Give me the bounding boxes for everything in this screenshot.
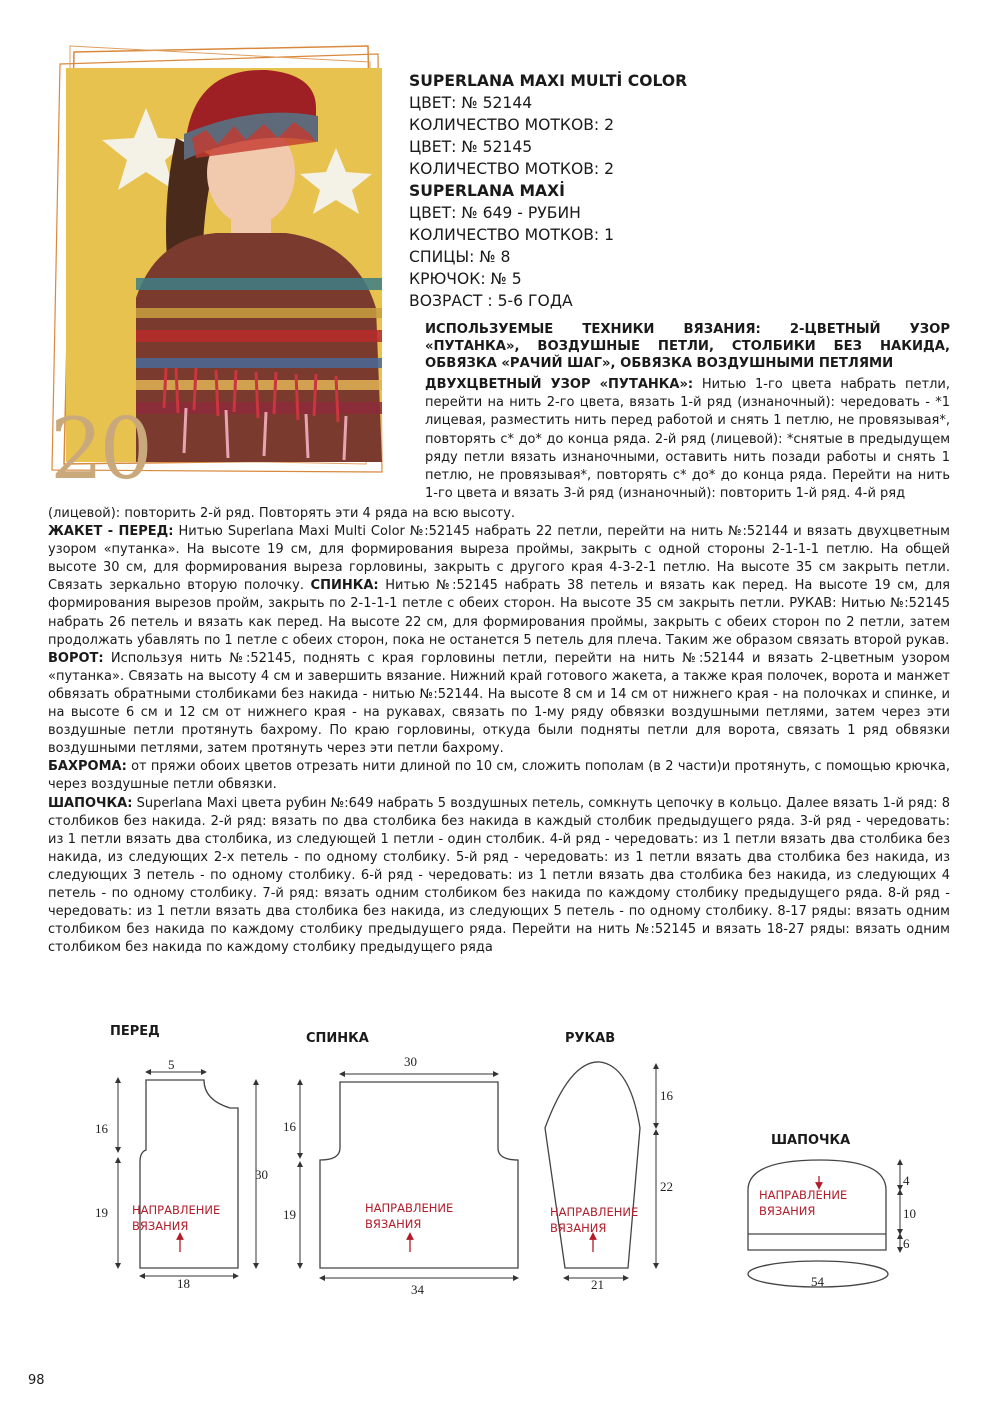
hat-text: Superlana Maxi цвета рубин №:649 набрать 5 воздушных петель, сомкнуть цепочку в кольцо. Далее вязать 1-й ряд: 8 столбиков без накида. 2-й ряд: вязать по два столбика без накида в каждый столбик предыдущего ряда. 3-й ряд - чередовать: из 1 петли вязать два столбика, из следующей 1 петли - один столбик. 4-й ряд - чередовать: из 1 петли вязать два столбика без накида, из следующих 2-х петель - по одному столбику. 5-й ряд - чередовать: из 1 петли вязать два столбика без накида, из следующих 3 петель - по одному столбику. 6-й ряд - чередовать: из 1 петли вязать два столбика без накида, из следующих 4 петель - по одному столбику. 7-й ряд: вязать одним столбиком без накида по каждому столбику предыдущего ряда. 8-й ряд - чередовать: из 1 петли вязать два столбика без накида, из следующих 5 петель - по одному столбику. 8-17 ряды: вязать одним столбиком без накида по каждому столбику предыдущего ряда. Перейти на нить №:52145 и вязать 18-27 ряды: вязать одним столбиком без накида по каждому столбику предыдущего ряда [48, 795, 950, 956]
front-text: Нитью Superlana Maxi Multi Color №:52145 набрать 22 петли, перейти на нить №:52144 и вязать двухцветным узором «путанка». На высоте 19 см, для формирования выреза проймы, закрыть с одной стороны 2-1-1-1 петлю. На общей высоте 30 см, для формирования выреза горловины, закрыть с другого края 4-3-2-1 петлю. На высоте 35 см закрыть петли. Связать зеркально вторую полочку. [48, 524, 950, 594]
front-back-section [48, 523, 950, 650]
hat-diagram-label: ШАПОЧКА [771, 1133, 851, 1148]
spec-line: ЦВЕТ: № 52144 [409, 94, 533, 112]
spec-line: ЦВЕТ: № 52145 [409, 138, 533, 156]
fringe-text: от пряжи обоих цветов отрезать нити длиной по 10 см, сложить пополам (в 2 части)и протянуть, с помощью крючка, через воздушные петли обвязки. [48, 759, 950, 793]
spec-line: КОЛИЧЕСТВО МОТКОВ: 1 [409, 226, 615, 244]
back-bottom-dim: 34 [411, 1282, 424, 1297]
front-title: ЖАКЕТ - ПЕРЕД: [48, 524, 174, 540]
schematics [0, 1000, 1000, 1320]
spec-line: СПИЦЫ: № 8 [409, 248, 511, 266]
sleeve-diagram-label: РУКАВ [565, 1031, 616, 1046]
spec-line: SUPERLANA MAXİ [409, 182, 565, 200]
sleeve-direction-label [550, 1204, 638, 1236]
hat-mid-dim: 10 [903, 1206, 916, 1221]
sleeve-upper-dim: 16 [660, 1088, 673, 1103]
front-height-dim: 30 [255, 1167, 268, 1182]
hat-direction-label [759, 1187, 847, 1219]
direction-text: НАПРАВЛЕНИЕ [550, 1205, 639, 1219]
schematic-drawing [0, 1000, 1000, 1320]
collar-title: ВОРОТ: [48, 650, 104, 666]
pattern-description [425, 376, 950, 503]
back-direction-label [365, 1200, 453, 1232]
hat-bottom-dim: 6 [903, 1236, 910, 1251]
direction-text: ВЯЗАНИЯ [759, 1204, 816, 1218]
front-top-dim: 5 [168, 1057, 175, 1072]
sleeve-bottom-dim: 21 [591, 1277, 604, 1292]
front-bottom-dim: 18 [177, 1276, 190, 1291]
hat-top-dim: 4 [903, 1173, 910, 1188]
front-upper-dim: 16 [95, 1121, 108, 1136]
pattern-text: Нитью 1-го цвета набрать петли, перейти на нить 2-го цвета, вязать 1-й ряд (изнаночный): чередовать - *1 лицевая, разместить нить перед работой и снять 1 петлю, не провязывая*, повторять с* до* до конца ряда. 2-й ряд (лицевой): *снятые в предыдущем ряду петли вязать изнаночными, оставить нить позади работы и снять 1 петлю, не провязывая*, повторять с* до* до конца ряда. Перейти на нить 1-го цвета и вязать 3-й ряд (изнаночный): повторить 1-й ряд. 4-й ряд [425, 377, 950, 502]
pattern-text-cont: (лицевой): повторить 2-й ряд. Повторять эти 4 ряда на всю высоту. [48, 506, 516, 521]
back-title: СПИНКА: [310, 578, 379, 594]
spec-line: ЦВЕТ: № 649 - РУБИН [409, 204, 581, 222]
front-diagram-label: ПЕРЕД [110, 1024, 160, 1039]
direction-text: НАПРАВЛЕНИЕ [132, 1203, 221, 1217]
instructions [48, 505, 950, 957]
direction-text: ВЯЗАНИЯ [550, 1221, 607, 1235]
back-lower-dim: 19 [283, 1207, 296, 1222]
yarn-spec-list [409, 70, 688, 312]
pattern-title: ДВУХЦВЕТНЫЙ УЗОР «ПУТАНКА»: [425, 377, 694, 392]
direction-text: НАПРАВЛЕНИЕ [759, 1188, 848, 1202]
techniques-heading: ИСПОЛЬЗУЕМЫЕ ТЕХНИКИ ВЯЗАНИЯ: 2-ЦВЕТНЫЙ УЗОР «ПУТАНКА», ВОЗДУШНЫЕ ПЕТЛИ, СТОЛБИКИ БЕЗ НАКИДА, ОБВЯЗКА «РАЧИЙ ШАГ», ОБВЯЗКА ВОЗДУШНЫМИ ПЕТЛЯМИ [425, 322, 950, 371]
fringe-title: БАХРОМА: [48, 759, 127, 775]
front-direction-label [132, 1202, 220, 1234]
spec-line: КОЛИЧЕСТВО МОТКОВ: 2 [409, 116, 615, 134]
back-upper-dim: 16 [283, 1119, 296, 1134]
direction-text: ВЯЗАНИЯ [132, 1219, 189, 1233]
collar-section [48, 650, 950, 759]
page-number: 98 [28, 1373, 45, 1388]
spec-line: ВОЗРАСТ : 5-6 ГОДА [409, 292, 573, 310]
hat-circ-dim: 54 [811, 1274, 824, 1289]
sleeve-lower-dim: 22 [660, 1179, 673, 1194]
pattern-number: 20 [50, 400, 149, 498]
direction-text: НАПРАВЛЕНИЕ [365, 1201, 454, 1215]
back-diagram-label: СПИНКА [306, 1031, 369, 1046]
hat-title: ШАПОЧКА: [48, 795, 133, 811]
back-top-dim: 30 [404, 1054, 417, 1069]
hat-section [48, 795, 950, 958]
collar-text: Используя нить №:52145, поднять с края горловины петли, перейти на нить №:52144 и вязать 2-цветным узором «путанка». Связать на высоту 4 см и завершить вязание. Нижний край готового жакета, а также края полочек, ворота и манжет обвязать обратными столбиками без накида - нитью №:52144. На высоте 8 см и 14 см от нижнего края - на полочках и спинке, и на высоте 6 см и 12 см от нижнего края - на рукавах, связать по 1-му ряду обвязки воздушными петлями, затем через эти воздушные петли протянуть бахрому. По краю горловины, откуда были подняты петли для ворота, связать 1 ряд обвязки воздушными петлями, затем протянуть через эти петли бахрому. [48, 650, 950, 757]
spec-line: КРЮЧОК: № 5 [409, 270, 522, 288]
back-text: Нитью №:52145 набрать 38 петель и вязать как перед. На высоте 19 см, для формирования вырезов пройм, закрыть по 2-1-1-1 петле с обеих сторон. На высоте 35 см закрыть петли. РУКАВ: Нитью №:52145 набрать 26 петель и вязать как перед. На высоте 22 см, для формирования проймы, закрыть с обеих сторон по 2 петли, затем продолжать убавлять по 1 петле с обеих сторон, пока не останется 5 петель для плеча. Таким же образом связать второй рукав. [48, 578, 950, 648]
spec-line: SUPERLANA MAXI MULTİ COLOR [409, 72, 688, 90]
spec-line: КОЛИЧЕСТВО МОТКОВ: 2 [409, 160, 615, 178]
front-lower-dim: 19 [95, 1205, 108, 1220]
direction-text: ВЯЗАНИЯ [365, 1217, 422, 1231]
fringe-section [48, 758, 950, 794]
